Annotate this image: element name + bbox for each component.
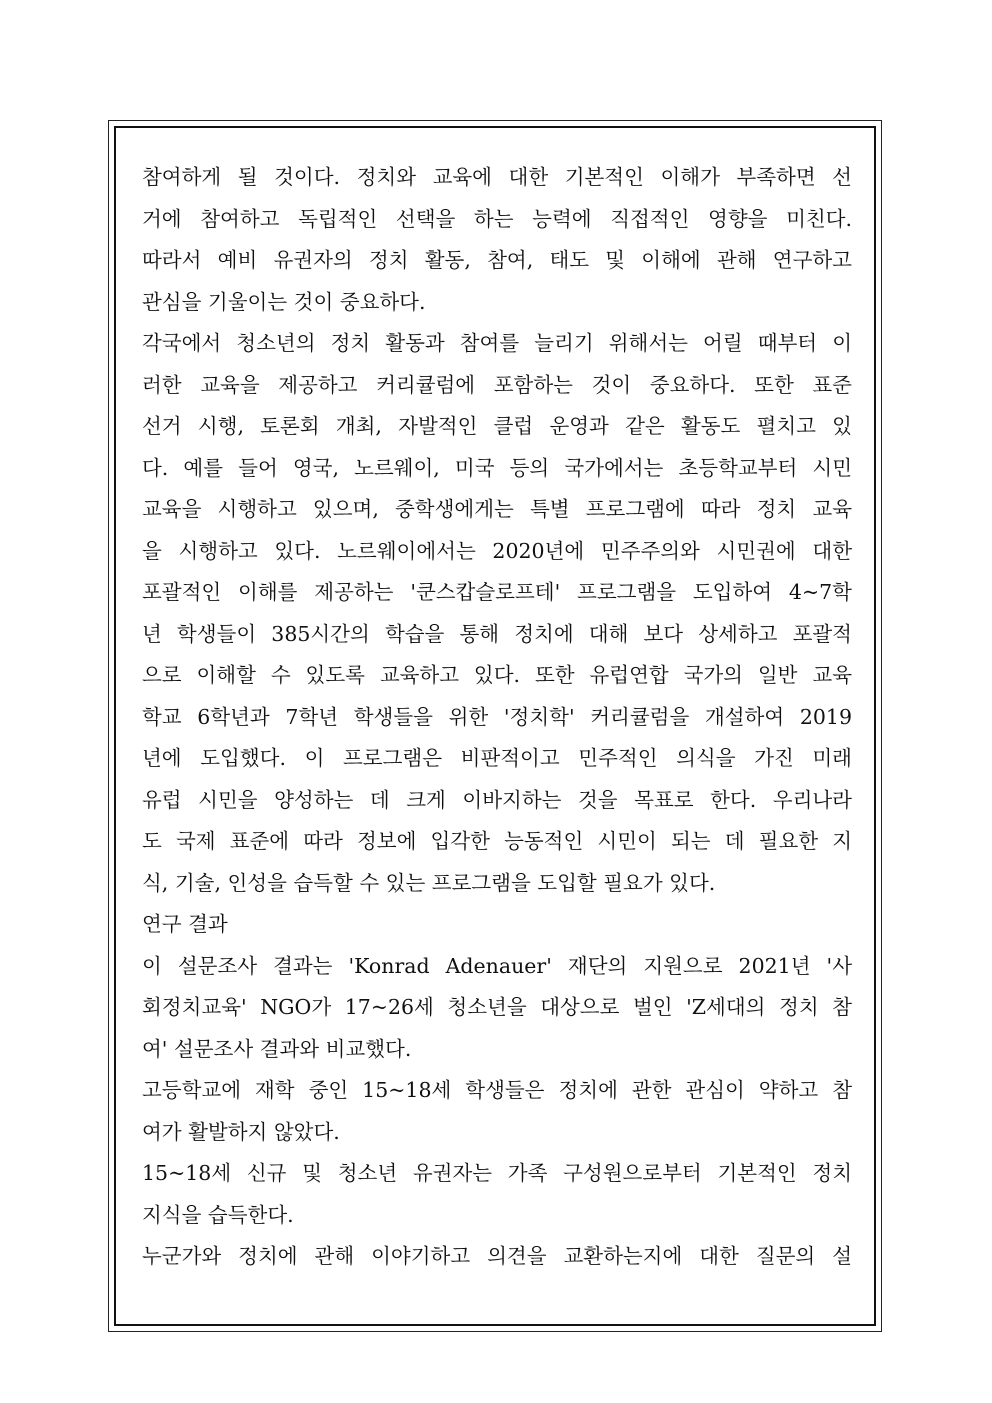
text-line: 으로 이해할 수 있도록 교육하고 있다. 또한 유럽연합 국가의 일반 교육: [142, 663, 852, 687]
text-line: 각국에서 청소년의 정치 활동과 참여를 늘리기 위해서는 어릴 때부터 이: [142, 331, 852, 355]
text-line: 을 시행하고 있다. 노르웨이에서는 2020년에 민주주의와 시민권에 대한: [142, 538, 852, 563]
text-line: 거에 참여하고 독립적인 선택을 하는 능력에 직접적인 영향을 미친다.: [142, 206, 852, 231]
text-line: 따라서 예비 유권자의 정치 활동, 참여, 태도 및 이해에 관해 연구하고: [142, 248, 852, 272]
document-body: [142, 157, 852, 1278]
text-line: 도 국제 표준에 따라 정보에 입각한 능동적인 시민이 되는 데 필요한 지: [142, 829, 852, 853]
text-line: 선거 시행, 토론회 개최, 자발적인 클럽 운영과 같은 활동도 펼치고 있: [142, 414, 852, 438]
text-line: 참여하게 될 것이다. 정치와 교육에 대한 기본적인 이해가 부족하면 선: [142, 165, 852, 189]
text-line: 여가 활발하지 않았다.: [142, 1119, 340, 1144]
text-line: 회정치교육' NGO가 17~26세 청소년을 대상으로 벌인 'Z세대의 정치 참: [142, 995, 852, 1019]
text-line: 15~18세 신규 및 청소년 유권자는 가족 구성원으로부터 기본적인 정치: [142, 1161, 852, 1185]
text-line: 고등학교에 재학 중인 15~18세 학생들은 정치에 관한 관심이 약하고 참: [142, 1078, 852, 1102]
text-line: 교육을 시행하고 있으며, 중학생에게는 특별 프로그램에 따라 정치 교육: [142, 497, 852, 521]
text-line: 여' 설문조사 결과와 비교했다.: [142, 1036, 412, 1061]
text-line: 년에 도입했다. 이 프로그램은 비판적이고 민주적인 의식을 가진 미래: [142, 746, 852, 770]
text-line: 지식을 습득한다.: [142, 1202, 294, 1227]
text-line: 유럽 시민을 양성하는 데 크게 이바지하는 것을 목표로 한다. 우리나라: [142, 787, 852, 812]
text-line: 누군가와 정치에 관해 이야기하고 의견을 교환하는지에 대한 질문의 설: [142, 1244, 852, 1268]
text-line: 연구 결과: [142, 912, 228, 936]
text-line: 이 설문조사 결과는 'Konrad Adenauer' 재단의 지원으로 2021년 '사: [142, 953, 852, 978]
text-line: 다. 예를 들어 영국, 노르웨이, 미국 등의 국가에서는 초등학교부터 시민: [142, 455, 852, 480]
text-line: 식, 기술, 인성을 습득할 수 있는 프로그램을 도입할 필요가 있다.: [142, 870, 716, 895]
text-line: 년 학생들이 385시간의 학습을 통해 정치에 대해 보다 상세하고 포괄적: [142, 621, 852, 646]
text-line: 포괄적인 이해를 제공하는 '쿤스캅슬로프테' 프로그램을 도입하여 4~7학: [142, 580, 852, 604]
text-line: 학교 6학년과 7학년 학생들을 위한 '정치학' 커리큘럼을 개설하여 2019: [142, 704, 852, 729]
text-line: 관심을 기울이는 것이 중요하다.: [142, 289, 426, 314]
text-line: 러한 교육을 제공하고 커리큘럼에 포함하는 것이 중요하다. 또한 표준: [142, 372, 852, 397]
